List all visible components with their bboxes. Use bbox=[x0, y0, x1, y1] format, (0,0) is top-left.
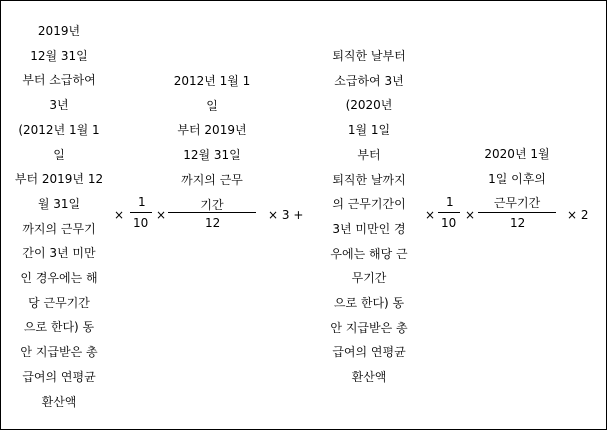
term2-period-description bbox=[478, 142, 556, 216]
term1-fraction-numerator: 1 bbox=[138, 195, 146, 209]
term1-period-description bbox=[168, 69, 256, 217]
term1-period-line: 2012년 1월 1 bbox=[173, 74, 251, 88]
term2-period-line: 근무기간 bbox=[493, 196, 541, 211]
term1-line: 부터 소급하여 bbox=[22, 73, 96, 88]
term2-line: 안 지급받은 총 bbox=[330, 320, 408, 335]
term1-line: 인 경우에는 해 bbox=[20, 271, 98, 286]
term1-period-denominator: 12 bbox=[205, 216, 221, 230]
term2-line: 퇴직한 날부터 bbox=[332, 49, 406, 63]
term2-line: 소급하여 3년 bbox=[334, 73, 404, 88]
term2-line: 으로 한다) 동 bbox=[333, 296, 405, 311]
term1-line: 으로 한다) 동 bbox=[23, 320, 95, 335]
term1-period-line: 기간 bbox=[200, 197, 224, 212]
term2-line: 환산액 bbox=[351, 370, 387, 385]
term1-period-line: 부터 2019년 bbox=[177, 123, 247, 138]
term1-fraction-denominator: 10 bbox=[133, 216, 149, 230]
term2-line: 퇴직한 날까지 bbox=[332, 172, 406, 187]
term2-fraction-denominator: 10 bbox=[441, 216, 457, 230]
term1-line: 안 지급받은 총 bbox=[20, 345, 98, 360]
term1-line: (2012년 1월 1 bbox=[18, 122, 100, 137]
term2-line: 무기간 bbox=[351, 271, 387, 286]
term2-period-line: 1일 이후의 bbox=[488, 171, 546, 186]
term2-line: 의 근무기간이 bbox=[332, 197, 406, 212]
term1-period-line: 까지의 근무 bbox=[181, 172, 243, 187]
term1-line: 환산액 bbox=[41, 394, 77, 409]
term2-salary-description bbox=[314, 44, 424, 390]
term1-line: 까지의 근무기 bbox=[22, 221, 96, 236]
term2-period-denominator: 12 bbox=[510, 216, 526, 230]
term2-line: 급여의 연평균 bbox=[332, 345, 406, 360]
term2-multiplier: × 2 bbox=[567, 208, 589, 222]
term1-line: 2019년 bbox=[37, 24, 81, 38]
term2-times-2: × bbox=[465, 208, 476, 222]
term1-multiplier: × 3 + bbox=[268, 208, 304, 222]
term1-times-2: × bbox=[156, 208, 167, 222]
term1-times-1: × bbox=[114, 208, 125, 222]
term2-period-line: 2020년 1월 bbox=[484, 147, 550, 161]
term1-line: 3년 bbox=[49, 98, 69, 113]
term2-line: 우에는 해당 근 bbox=[330, 246, 408, 261]
term1-salary-description bbox=[8, 19, 110, 414]
term1-fraction-bar bbox=[130, 212, 152, 213]
term1-line: 당 근무기간 bbox=[28, 295, 90, 310]
term2-line: (2020년 bbox=[345, 98, 393, 113]
term1-line: 간이 3년 미만 bbox=[22, 246, 96, 261]
term1-line: 일 bbox=[53, 147, 65, 162]
term2-line: 부터 bbox=[357, 147, 381, 162]
term1-period-line: 일 bbox=[206, 98, 218, 113]
term1-line: 급여의 연평균 bbox=[22, 369, 96, 384]
term1-line: 12월 31일 bbox=[30, 48, 88, 63]
term1-line: 월 31일 bbox=[37, 196, 81, 211]
term2-line: 1월 1일 bbox=[347, 123, 391, 138]
term1-period-fraction-bar bbox=[168, 212, 256, 213]
term2-fraction-bar bbox=[438, 212, 460, 213]
term1-line: 부터 2019년 12 bbox=[14, 172, 104, 187]
term1-period-line: 12월 31일 bbox=[183, 148, 241, 163]
term2-fraction-numerator: 1 bbox=[446, 195, 454, 209]
term2-period-fraction-bar bbox=[478, 212, 556, 213]
term2-line: 3년 미만인 경 bbox=[332, 221, 406, 236]
term2-times-1: × bbox=[425, 208, 436, 222]
